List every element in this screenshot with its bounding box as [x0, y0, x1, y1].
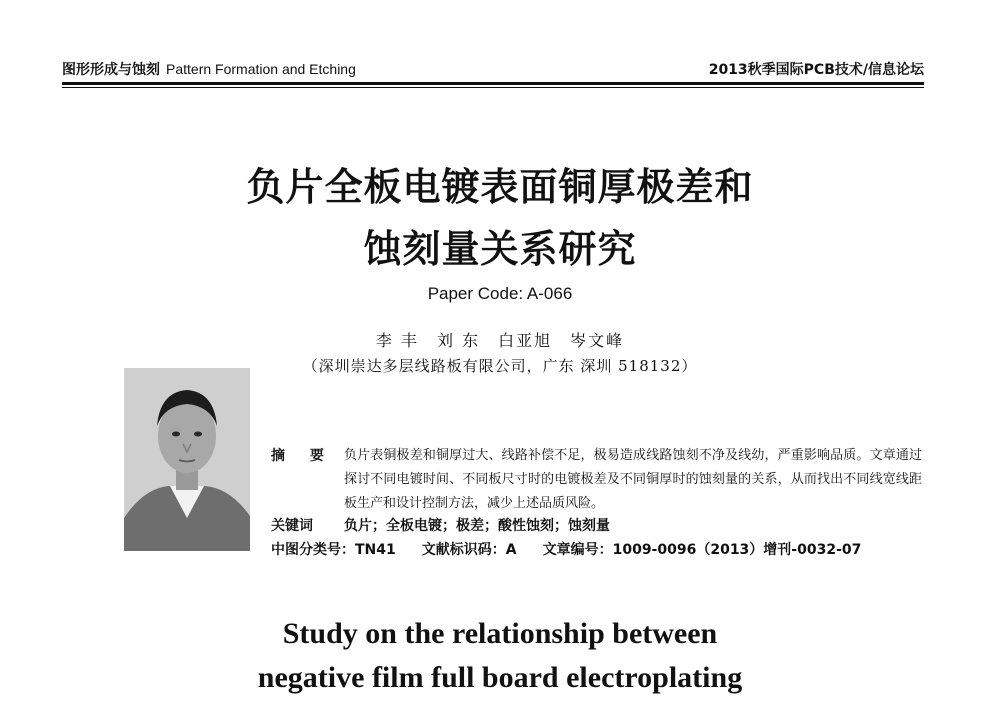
- title-en-line1: Study on the relationship between: [282, 617, 718, 650]
- article-number: 文章编号：1009-0096（2013）增刊-0032-07: [542, 542, 862, 558]
- clc-number: 中图分类号：TN41: [271, 542, 396, 558]
- abstract-text: 负片表铜极差和铜厚过大、线路补偿不足，极易造成线路蚀刻不净及线幼，严重影响品质。文章通过探讨不同电镀时间、不同板尺寸时的电镀极差及不同铜厚时的蚀刻量的关系，从而找出不同线宽线距板生产和设计控制方法，减少上述品质风险。: [344, 448, 922, 511]
- header-forum: 2013秋季国际PCB技术/信息论坛: [708, 62, 924, 78]
- document-code: 文献标识码：A: [421, 542, 517, 558]
- keywords-label: 关键词: [271, 518, 313, 534]
- header-section: [62, 59, 356, 79]
- authors: 李 丰 刘 东 白亚旭 岑文峰: [375, 331, 625, 350]
- paper-code: Paper Code: A-066: [427, 284, 573, 303]
- header-rule-thin: [62, 87, 924, 88]
- running-header: [62, 56, 924, 82]
- header-section-cn: 图形形成与蚀刻: [62, 62, 160, 78]
- keywords-text: 负片；全板电镀；极差；酸性蚀刻；蚀刻量: [344, 518, 610, 534]
- header-section-en: Pattern Formation and Etching: [166, 61, 356, 77]
- author-photo: [124, 368, 250, 551]
- header-rule-thick: [62, 82, 924, 85]
- title-cn-line2: 蚀刻量关系研究: [363, 227, 637, 271]
- classification-line: [271, 539, 861, 559]
- affiliation: （深圳崇达多层线路板有限公司，广东 深圳 518132）: [302, 357, 698, 375]
- title-en-line2: negative film full board electroplating: [257, 661, 743, 694]
- abstract-label: 摘 要: [271, 448, 334, 464]
- title-cn-line1: 负片全板电镀表面铜厚极差和: [246, 165, 754, 209]
